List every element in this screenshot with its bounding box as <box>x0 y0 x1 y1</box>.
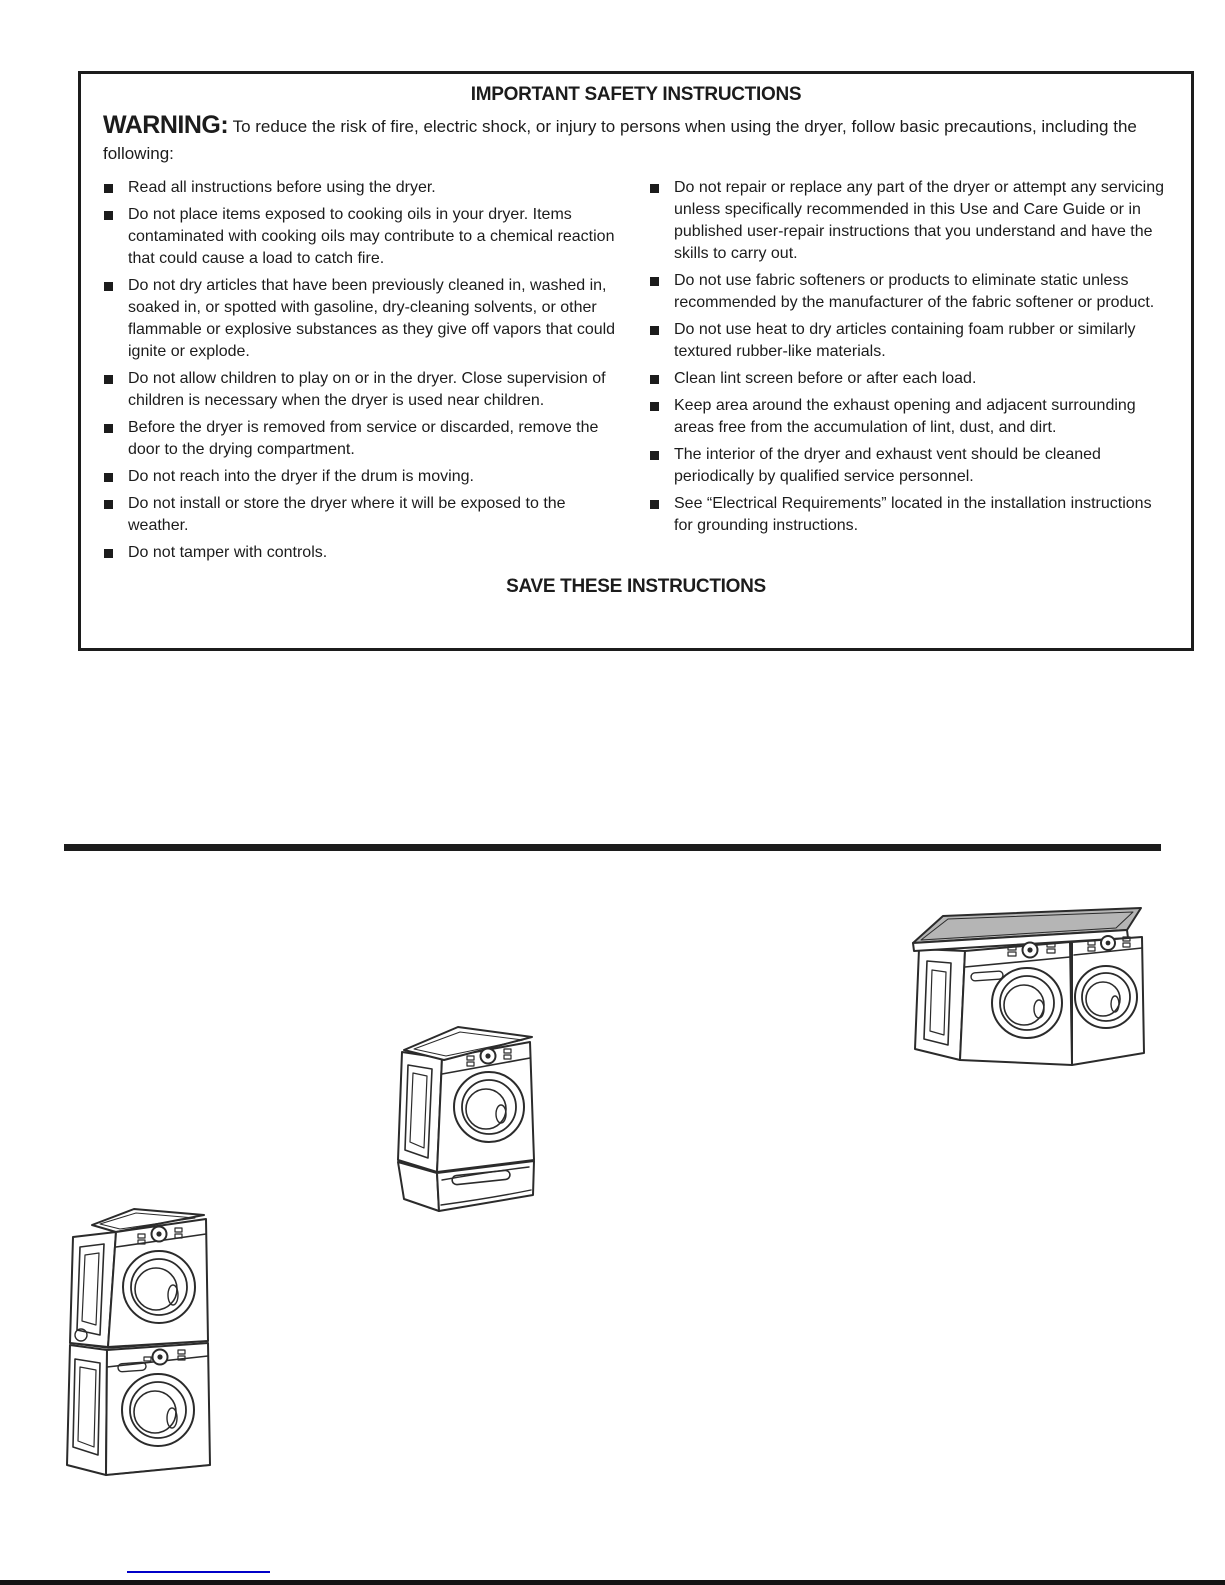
square-bullet-icon <box>650 500 659 509</box>
instruction-text: Do not use fabric softeners or products to eliminate static unless recommended by the manufacturer of the fabric softener or product. <box>674 272 1155 311</box>
safety-list-right <box>649 177 1169 569</box>
square-bullet-icon <box>650 326 659 335</box>
section-divider-rule <box>64 844 1161 851</box>
square-bullet-icon <box>104 424 113 433</box>
pedestal-dryer-illustration <box>382 1012 544 1212</box>
safety-instruction <box>649 395 1169 439</box>
safety-instruction <box>649 493 1169 537</box>
square-bullet-icon <box>104 211 113 220</box>
safety-instruction <box>103 177 623 199</box>
safety-instruction <box>103 542 623 564</box>
warning-text: To reduce the risk of fire, electric shock, or injury to persons when using the dryer, follow basic precautions, including the following: <box>103 117 1137 163</box>
side-by-side-pair-illustration <box>903 897 1145 1069</box>
instruction-text: Do not install or store the dryer where it will be exposed to the weather. <box>128 495 566 534</box>
instruction-text: Do not reach into the dryer if the drum is moving. <box>128 468 474 485</box>
warning-paragraph <box>103 112 1169 167</box>
safety-instruction <box>649 270 1169 314</box>
safety-instruction <box>649 319 1169 363</box>
save-these-instructions-title: SAVE THESE INSTRUCTIONS <box>506 576 766 597</box>
safety-columns <box>103 177 1169 569</box>
instruction-text: Keep area around the exhaust opening and adjacent surrounding areas free from the accumulation of lint, dust, and dirt. <box>674 397 1136 436</box>
safety-box-title: IMPORTANT SAFETY INSTRUCTIONS <box>470 84 802 105</box>
square-bullet-icon <box>650 277 659 286</box>
square-bullet-icon <box>104 184 113 193</box>
instruction-text: Do not place items exposed to cooking oils in your dryer. Items contaminated with cooking oils may contribute to a chemical reaction that could cause a load to catch fire. <box>128 206 615 267</box>
square-bullet-icon <box>104 282 113 291</box>
instruction-text: Do not allow children to play on or in the dryer. Close supervision of children is necessary when the dryer is used near children. <box>128 370 606 409</box>
square-bullet-icon <box>104 549 113 558</box>
safety-instruction <box>649 368 1169 390</box>
page-bottom-edge-line <box>0 1580 1225 1585</box>
instruction-text: See “Electrical Requirements” located in the installation instructions for grounding instructions. <box>674 495 1152 534</box>
square-bullet-icon <box>650 402 659 411</box>
safety-instruction <box>103 275 623 363</box>
square-bullet-icon <box>104 500 113 509</box>
safety-instructions-box <box>78 71 1194 651</box>
stacked-pair-illustration <box>60 1197 220 1489</box>
square-bullet-icon <box>650 184 659 193</box>
safety-instruction <box>103 466 623 488</box>
instruction-text: Before the dryer is removed from service or discarded, remove the door to the drying compartment. <box>128 419 599 458</box>
instruction-text: Do not repair or replace any part of the dryer or attempt any servicing unless specifically recommended in this Use and Care Guide or in published user-repair instructions that you understand and have the skills to carry out. <box>674 179 1165 262</box>
safety-instruction <box>649 444 1169 488</box>
instruction-text: Do not dry articles that have been previously cleaned in, washed in, soaked in, or spotted with gasoline, dry-cleaning solvents, or other flammable or explosive substances as they give off vapors that could ignite or explode. <box>128 277 616 360</box>
square-bullet-icon <box>650 375 659 384</box>
square-bullet-icon <box>650 451 659 460</box>
warning-label: WARNING: <box>103 111 229 139</box>
safety-instruction <box>103 204 623 270</box>
square-bullet-icon <box>104 473 113 482</box>
safety-list-left <box>103 177 623 569</box>
safety-instruction <box>103 493 623 537</box>
square-bullet-icon <box>104 375 113 384</box>
footer-link-underline[interactable] <box>127 1571 270 1573</box>
instruction-text: The interior of the dryer and exhaust vent should be cleaned periodically by qualified service personnel. <box>674 446 1101 485</box>
safety-instruction <box>103 417 623 461</box>
instruction-text: Do not tamper with controls. <box>128 544 328 561</box>
side-by-side-pair-drawing <box>903 897 1145 1069</box>
pedestal-dryer-drawing <box>382 1012 544 1212</box>
safety-instruction <box>649 177 1169 265</box>
instruction-text: Do not use heat to dry articles containing foam rubber or similarly textured rubber-like materials. <box>674 321 1136 360</box>
safety-instruction <box>103 368 623 412</box>
instruction-text: Clean lint screen before or after each load. <box>674 370 977 387</box>
instruction-text: Read all instructions before using the dryer. <box>128 179 436 196</box>
stacked-pair-drawing <box>60 1197 220 1489</box>
